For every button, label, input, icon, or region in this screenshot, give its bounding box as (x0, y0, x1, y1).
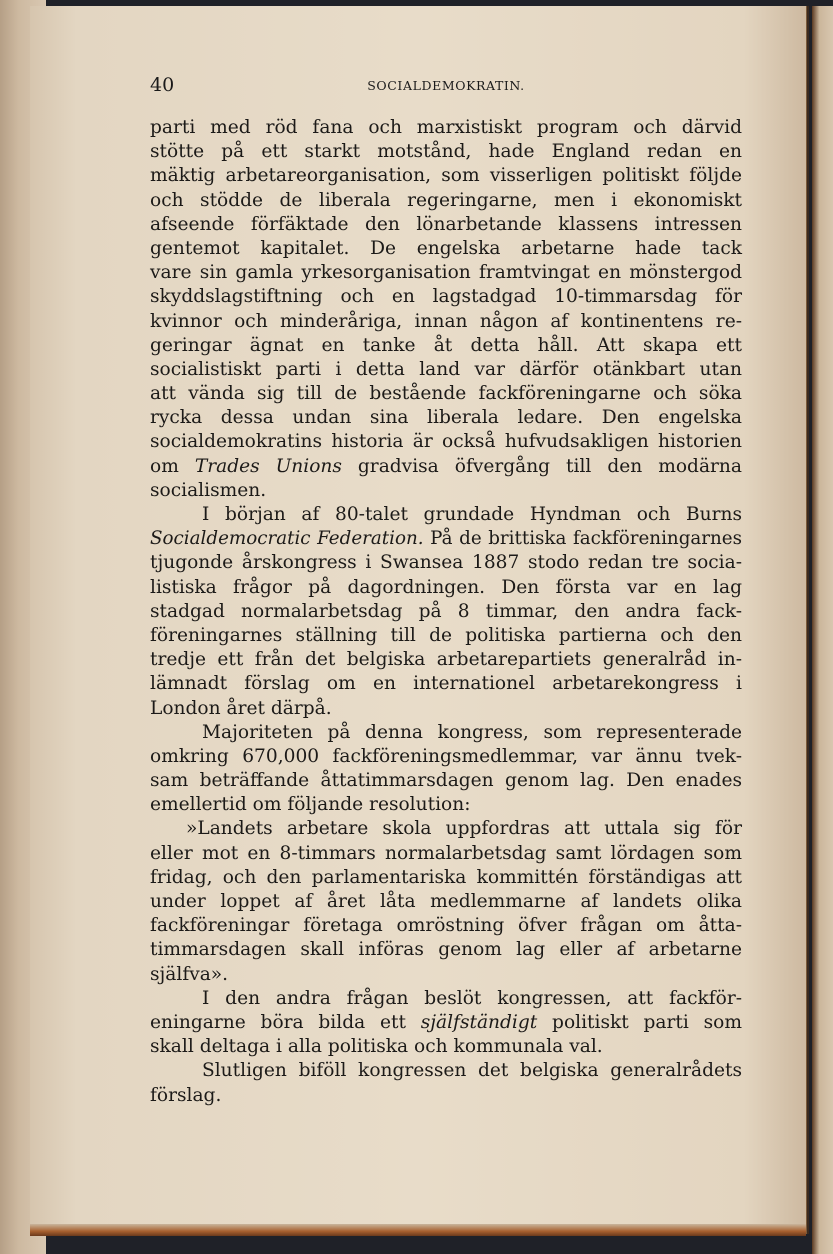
text-line: socialismen. (150, 479, 267, 501)
page-number: 40 (150, 74, 175, 96)
text-line: stadgad normalarbetsdag på 8 timmar, den andra fack- (150, 600, 742, 622)
text-line: Slutligen biföll kongressen det belgiska generalrådets (202, 1060, 742, 1082)
text-line: själfva». (150, 963, 229, 985)
text-line: omkring 670,000 fackföreningsmedlemmar, var ännu tvek- (150, 745, 742, 767)
text-line: tjugonde årskongress i Swansea 1887 stodo redan tre socia- (150, 552, 742, 574)
text-line: stötte på ett starkt motstånd, hade England redan en (150, 141, 742, 163)
text-fragment: eningarne böra bilda ett (150, 1011, 406, 1033)
text-line: skyddslagstiftning och en lagstadgad 10-timmarsdag för (150, 286, 742, 308)
text-line: I början af 80-talet grundade Hyndman och Burns (202, 504, 742, 525)
text-line: geringar ägnat en tanke åt detta håll. Att skapa ett (150, 334, 742, 356)
text-line-mixed (150, 455, 742, 479)
text-line: att vända sig till de bestående fackföreningarne och söka (150, 383, 742, 405)
page-header (150, 74, 742, 98)
text-line: emellertid om följande resolution: (150, 794, 471, 816)
text-line: rycka dessa undan sina liberala ledare. Den engelska (150, 407, 742, 429)
text-line: listiska frågor på dagordningen. Den första var en lag (150, 576, 742, 598)
text-line: föreningarnes ställning till de politiska partierna och den (150, 624, 742, 646)
text-line-mixed (150, 1011, 742, 1035)
text-line: fackföreningar företaga omröstning öfver frågan om åtta- (150, 915, 742, 937)
next-page-edge (812, 6, 833, 1254)
text-fragment: gradvisa öfvergång till den modärna (357, 455, 742, 477)
italic-fragment: Trades Unions (194, 455, 342, 477)
text-line: socialistiskt parti i detta land var därför otänkbart utan (150, 358, 742, 380)
italic-fragment: själfständigt (420, 1011, 538, 1033)
text-fragment: På de brittiska fackföreningarnes (430, 528, 743, 550)
text-line: fridag, och den parlamentariska kommittén förständigas att (150, 866, 742, 888)
text-line-mixed (150, 527, 742, 551)
text-line: timmarsdagen skall införas genom lag eller af arbetarne (150, 939, 742, 961)
text-line: under loppet af året låta medlemmarne af landets olika (150, 891, 742, 912)
text-line: sam beträffande åttatimmarsdagen genom lag. Den enades (150, 770, 742, 792)
text-fragment: om (150, 455, 179, 477)
text-line: »Landets arbetare skola uppfordras att uttala sig för (186, 818, 742, 840)
text-line: Majoriteten på denna kongress, som representerade (202, 721, 742, 743)
text-line: socialdemokratins historia är också hufvudsakligen historien (150, 431, 742, 453)
text-line: och stödde de liberala regeringarne, men i ekonomiskt (150, 189, 742, 211)
text-line: förslag. (150, 1084, 222, 1106)
text-line: lämnadt förslag om en internationel arbetarekongress i (150, 673, 742, 695)
running-head: SOCIALDEMOKRATIN. (367, 78, 525, 93)
text-line: kvinnor och minderåriga, innan någon af kontinentens re- (150, 310, 742, 332)
body-text (150, 116, 742, 1108)
text-line: parti med röd fana och marxistiskt program och därvid (150, 117, 742, 138)
text-line: vare sin gamla yrkesorganisation framtvingat en mönstergod (150, 262, 742, 284)
text-fragment: politiskt parti som (552, 1011, 742, 1033)
text-line: I den andra frågan beslöt kongressen, att fackför- (202, 987, 742, 1009)
text-line: gentemot kapitalet. De engelska arbetarne hade tack (150, 237, 742, 259)
page-bottom-edge (30, 1224, 806, 1236)
text-line: eller mot en 8-timmars normalarbetsdag samt lördagen som (150, 842, 742, 864)
italic-fragment: Socialdemocratic Federation. (150, 528, 424, 550)
text-line: London året därpå. (150, 697, 332, 719)
text-line: skall deltaga i alla politiska och kommunala val. (150, 1036, 603, 1058)
text-line: tredje ett från det belgiska arbetarepartiets generalråd in- (150, 649, 742, 671)
text-line: mäktig arbetareorganisation, som visserligen politiskt följde (150, 165, 742, 187)
text-line: afseende förfäktade den lönarbetande klassens intressen (150, 213, 742, 235)
